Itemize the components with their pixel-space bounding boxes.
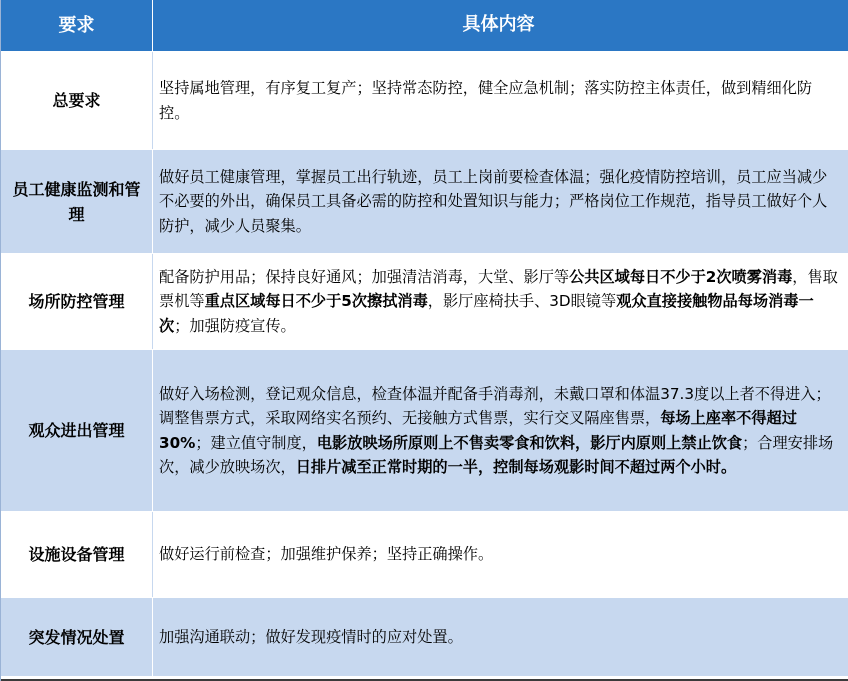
row-requirement: 观众进出管理 <box>1 350 153 511</box>
emphasis-text: 电影放映场所原则上不售卖零食和饮料，影厅内原则上禁止饮食 <box>316 433 743 452</box>
row-requirement: 员工健康监测和管理 <box>1 150 153 253</box>
row-requirement: 总要求 <box>1 52 153 149</box>
content-text: 做好入场检测，登记观众信息，检查体温并配备手消毒剂，未戴口罩和体温37.3度以上者不得进入；调整售票方式，采取网络实名预约、无接触方式售票，实行交叉隔座售票， <box>159 384 831 427</box>
row-requirement: 设施设备管理 <box>1 512 153 597</box>
row-content-text <box>159 265 838 339</box>
row-content <box>153 512 848 597</box>
table-row <box>1 52 848 150</box>
row-content-text <box>159 625 463 650</box>
row-content-text <box>159 165 838 239</box>
emphasis-text: 公共区域每日不少于2次喷雾消毒 <box>569 267 793 286</box>
emphasis-text: 观众直接接触物品每场消毒一次 <box>159 292 814 335</box>
content-text: ，售取票机等 <box>159 267 838 311</box>
table-row <box>1 350 848 512</box>
table-row <box>1 150 848 254</box>
table-row <box>1 598 848 677</box>
row-content <box>153 150 848 253</box>
table-row <box>1 512 848 598</box>
table-header <box>1 0 848 52</box>
content-text: ；加强防疫宣传。 <box>174 316 296 335</box>
header-requirement: 要求 <box>1 0 153 51</box>
emphasis-text: 重点区域每日不少于5次擦拭消毒 <box>204 292 428 311</box>
content-text: ；合理安排场次，减少放映场次， <box>159 433 834 476</box>
row-content <box>153 52 848 149</box>
header-content: 具体内容 <box>462 14 535 36</box>
content-text: ，影厅座椅扶手、3D眼镜等 <box>427 292 617 311</box>
row-content-text <box>159 542 493 567</box>
row-content-text <box>159 382 838 480</box>
content-text: 加强沟通联动；做好发现疫情时的应对处置。 <box>159 627 463 646</box>
row-requirement: 突发情况处置 <box>1 598 153 676</box>
content-text: 配备防护用品；保持良好通风；加强清洁消毒，大堂、影厅等 <box>159 267 570 286</box>
row-content <box>153 598 848 676</box>
row-requirement: 场所防控管理 <box>1 254 153 349</box>
emphasis-text: 每场上座率不得超过30% <box>159 409 797 452</box>
content-text: 做好运行前检查；加强维护保养；坚持正确操作。 <box>159 545 494 564</box>
row-content-text <box>159 76 838 125</box>
content-text: 做好员工健康管理，掌握员工出行轨迹，员工上岗前要检查体温；强化疫情防控培训，员工应当减少不必要的外出，确保员工具备必需的防控和处置知识与能力；严格岗位工作规范，指导员工做好个人防护，减少人员聚集。 <box>159 167 828 235</box>
row-content <box>153 254 848 349</box>
content-text: 坚持属地管理，有序复工复产；坚持常态防控，健全应急机制；落实防控主体责任，做到精细化防控。 <box>159 79 813 122</box>
table-row <box>1 254 848 350</box>
emphasis-text: 日排片减至正常时期的一半，控制每场观影时间不超过两个小时。 <box>295 458 737 476</box>
row-content <box>153 350 848 511</box>
content-text: ；建立值守制度， <box>195 433 317 452</box>
